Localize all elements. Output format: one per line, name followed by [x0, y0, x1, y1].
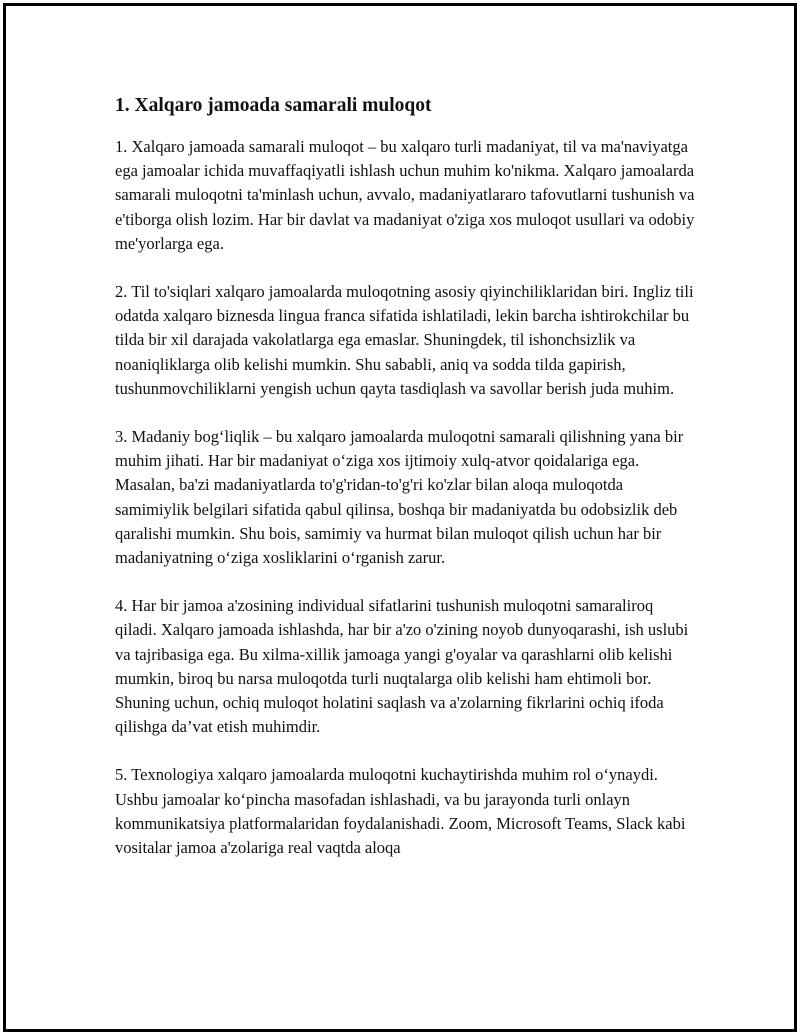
paragraph-4: 4. Har bir jamoa a'zosining individual sifatlarini tushunish muloqotni samaraliroq qiladi. Xalqaro jamoada ishlashda, har bir a'zo o'zining noyob dunyoqarashi, ish uslubi va tajribasiga ega. Bu xilma-xillik jamoaga yangi g'oyalar va qarashlarni olib kelishi mumkin, biroq bu narsa muloqotda turli nuqtalarga olib kelishi ham ehtimoli bor. Shuning uchun, ochiq muloqot holatini saqlash va a'zolarning fikrlarini ochiq ifoda qilishga da’vat etish muhimdir. [115, 596, 689, 737]
paragraph-5: 5. Texnologiya xalqaro jamoalarda muloqotni kuchaytirishda muhim rol o‘ynaydi. Ushbu jamoalar ko‘pincha masofadan ishlashadi, va bu jarayonda turli onlayn kommunikatsiya platformalaridan foydalanishadi. Zoom, Microsoft Teams, Slack kabi vositalar jamoa a'zolariga real vaqtda aloqa [115, 765, 686, 858]
document-title: 1. Xalqaro jamoada samarali muloqot [115, 95, 432, 116]
paragraph-1: 1. Xalqaro jamoada samarali muloqot – bu xalqaro turli madaniyat, til va ma'naviyatga ega jamoalar ichida muvaffaqiyatli ishlash uchun muhim ko'nikma. Xalqaro jamoalarda samarali muloqotni ta'minlash uchun, avvalo, madaniyatlararo tafovutlarni tushunish va e'tiborga olish lozim. Har bir davlat va madaniyat o'ziga xos muloqot usullari va odobiy me'yorlarga ega. [115, 137, 695, 253]
paragraph-3: 3. Madaniy bog‘liqlik – bu xalqaro jamoalarda muloqotni samarali qilishning yana bir muhim jihati. Har bir madaniyat o‘ziga xos ijtimoiy xulq-atvor qoidalariga ega. Masalan, ba'zi madaniyatlarda to'g'ridan-to'g'ri ko'zlar bilan aloqa muloqotda samimiylik belgilari sifatida qabul qilinsa, boshqa bir madaniyatda bu odobsizlik deb qaralishi mumkin. Shu bois, samimiy va hurmat bilan muloqot qilish uchun har bir madaniyatning o‘ziga xosliklarini o‘rganish zarur. [115, 427, 684, 568]
document-body [115, 93, 695, 884]
paragraph-2: 2. Til to'siqlari xalqaro jamoalarda muloqotning asosiy qiyinchiliklaridan biri. Ingliz tili odatda xalqaro biznesda lingua franca sifatida ishlatiladi, lekin barcha ishtirokchilar bu tilda bir xil darajada vakolatlarga ega emaslar. Shuningdek, til ishonchsizlik va noaniqliklarga olib kelishi mumkin. Shu sababli, aniq va sodda tilda gapirish, tushunmovchiliklarni yengish uchun qayta tasdiqlash va savollar berish juda muhim. [115, 282, 694, 398]
